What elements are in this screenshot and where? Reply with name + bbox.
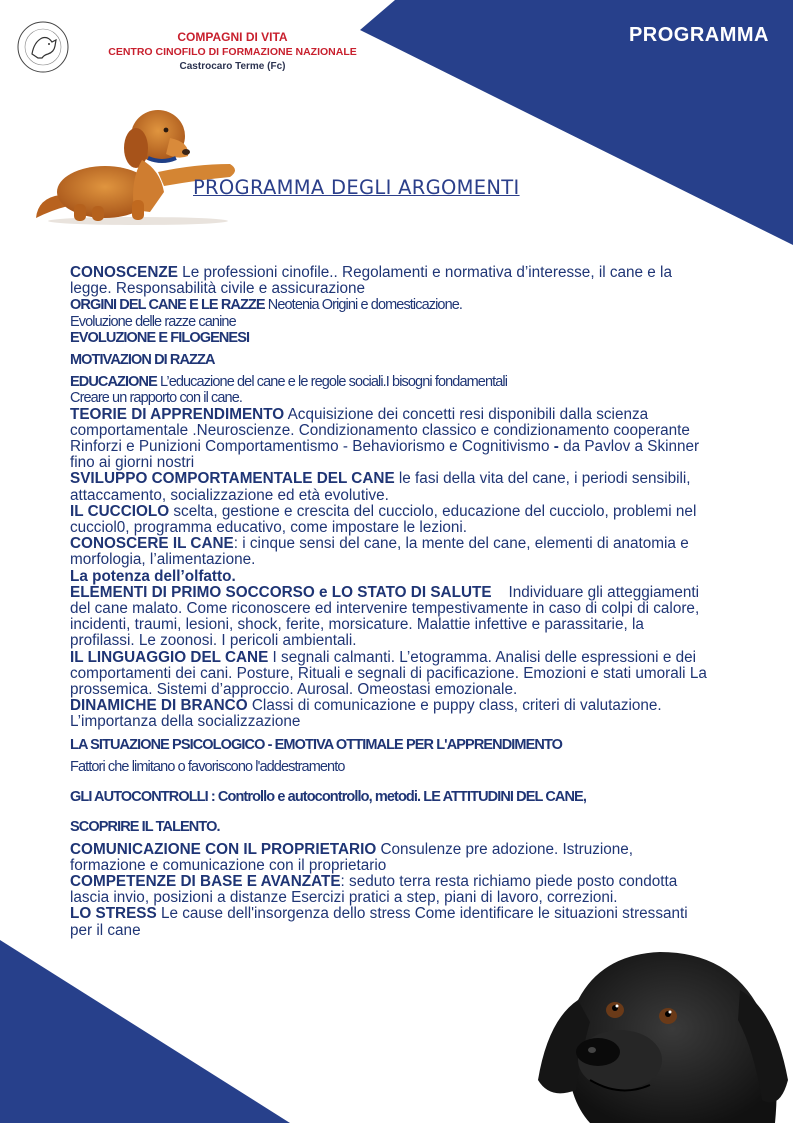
topic-line: Fattori che limitano o favoriscono l'addestramento: [70, 758, 345, 775]
topic-line: GLI AUTOCONTROLLI : Controllo e autocontrollo, metodi. LE ATTITUDINI DEL CANE,: [70, 789, 586, 806]
topic-cucciolo: [70, 504, 710, 536]
topic-heading: LO STRESS: [70, 905, 157, 923]
organization-header: [95, 30, 370, 74]
topic-educazione: [70, 374, 710, 390]
topic-text: Consulenze pre adozione. Istruzione, formazione e comunicazione con il proprietario: [70, 840, 634, 874]
topic-heading: CONOSCENZE: [70, 264, 178, 281]
topic-linguaggio: [70, 650, 710, 699]
org-name: COMPAGNI DI VITA: [177, 30, 288, 44]
topic-text: da Pavlov a Skinner fino ai giorni nostri: [70, 438, 700, 472]
topic-text: L’educazione del cane e le regole sociali.I bisogni fondamentali: [156, 374, 508, 391]
topic-text: scelta, gestione e crescita del cucciolo, educazione del cucciolo, problemi nel cucciol0, programma educativo, come impostare le lezioni.: [70, 502, 697, 537]
topic-competenze: [70, 874, 710, 906]
topic-line: SCOPRIRE IL TALENTO.: [70, 819, 220, 836]
topic-text: Classi di comunicazione e puppy class, criteri di valutazione. L’importanza della socializzazione: [70, 697, 662, 731]
topic-text: : i cinque sensi del cane, la mente del cane, elementi di anatomia e morfologia, l’alimentazione.: [70, 535, 689, 569]
topic-soccorso: [70, 585, 710, 650]
page-title: PROGRAMMA DEGLI ARGOMENTI: [193, 176, 520, 199]
logo-icon: [14, 18, 72, 76]
topic-heading: EDUCAZIONE: [70, 374, 157, 391]
topic-origini: [70, 297, 710, 313]
topic-text: Individuare gli atteggiamenti del cane malato. Come riconoscere ed intervenire tempestivamente in caso di colpi di calore, incidenti, traumi, lesioni, shock, ferite, morsicature. Malattie infettive e parassitarie, la profilassi. Le zoonosi. I pericoli ambientali.: [70, 583, 704, 650]
topic-separator: -: [553, 438, 559, 456]
topic-conoscenze: [70, 265, 710, 297]
topic-text: Neotenia Origini e domesticazione.: [264, 297, 463, 314]
topic-line: MOTIVAZION DI RAZZA: [70, 352, 215, 369]
topic-line: Evoluzione delle razze canine: [70, 313, 236, 330]
topic-text: Le cause dell'insorgenza dello stress Come identificare le situazioni stressanti per il cane: [70, 905, 688, 939]
topic-heading: DINAMICHE DI BRANCO: [70, 697, 248, 715]
topic-line: EVOLUZIONE E FILOGENESI: [70, 329, 250, 346]
topic-sviluppo: [70, 471, 710, 503]
topic-heading: ELEMENTI DI PRIMO SOCCORSO e LO STATO DI SALUTE: [70, 583, 492, 601]
topic-line: Creare un rapporto con il cane.: [70, 390, 242, 407]
topic-text: I segnali calmanti. L’etogramma. Analisi delle espressioni e dei comportamenti dei cani. Posture, Rituali e segnali di pacificazione. Emozioni e stati umorali La prossemica. Sistemi d’approccio. Aurosal. Omeostasi emozionale.: [70, 648, 707, 699]
topic-text: Acquisizione dei concetti resi disponibili dalla scienza comportamentale .Neuroscienze. Condizionamento classico e condizionamento cooperante Rinforzi e Punizioni Comportamentismo - Behaviorismo e Cognitivismo: [70, 405, 690, 456]
topic-dinamiche: [70, 698, 710, 730]
black-dog-image: [530, 940, 793, 1123]
org-location: Castrocaro Terme (Fc): [179, 61, 286, 72]
topic-line: La potenza dell’olfatto.: [70, 567, 236, 585]
topic-conoscere: [70, 536, 710, 568]
topic-heading: IL CUCCIOLO: [70, 502, 170, 520]
topic-heading: COMPETENZE DI BASE E AVANZATE: [70, 872, 341, 890]
topic-heading: IL LINGUAGGIO DEL CANE: [70, 648, 269, 666]
topic-text: : seduto terra resta richiamo piede posto condotta lascia invio, posizioni a distanze Esercizi pratici a step, piani di lavoro, correzioni.: [70, 872, 678, 907]
topic-heading: COMUNICAZIONE CON IL PROPRIETARIO: [70, 840, 377, 858]
topic-teorie: [70, 407, 710, 472]
topic-heading: SVILUPPO COMPORTAMENTALE DEL CANE: [70, 470, 395, 488]
topic-heading: TEORIE DI APPRENDIMENTO: [70, 405, 285, 423]
topic-stress: [70, 906, 710, 938]
topic-heading: CONOSCERE IL CANE: [70, 535, 234, 553]
program-topics: [70, 265, 710, 939]
topic-heading: ORGINI DEL CANE E LE RAZZE: [70, 297, 265, 314]
bottom-left-navy-triangle: [0, 940, 290, 1123]
topic-line: LA SITUAZIONE PSICOLOGICO - EMOTIVA OTTIMALE PER L'APPRENDIMENTO: [70, 736, 563, 753]
topic-text: Le professioni cinofile.. Regolamenti e normativa d’interesse, il cane e la legge. Responsabilità civile e assicurazione: [70, 264, 672, 298]
program-tag: PROGRAMMA: [628, 24, 769, 46]
topic-comunicazione: [70, 842, 710, 874]
topic-text: le fasi della vita del cane, i periodi sensibili, attaccamento, socializzazione ed età evolutive.: [70, 470, 691, 504]
org-subtitle: CENTRO CINOFILO DI FORMAZIONE NAZIONALE: [108, 46, 357, 58]
puppy-image: [30, 100, 245, 225]
